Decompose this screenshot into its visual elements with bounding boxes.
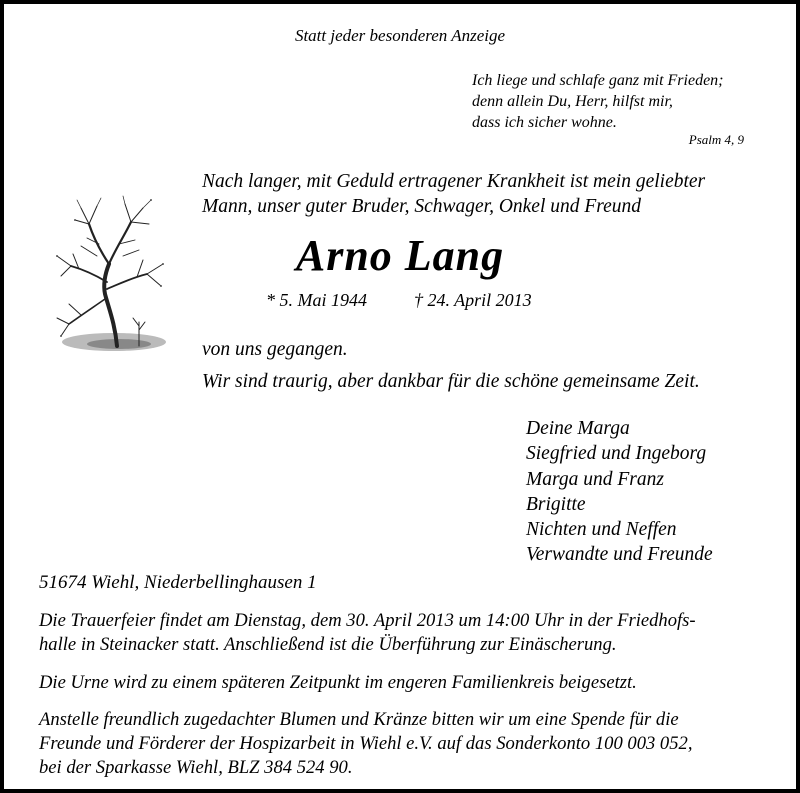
psalm-quote: [472, 70, 724, 133]
psalm-line: denn allein Du, Herr, hilfst mir,: [472, 93, 673, 110]
death-date: † 24. April 2013: [414, 290, 532, 310]
mourner-name: Brigitte: [526, 493, 586, 515]
paragraph-line: Anstelle freundlich zugedachter Blumen und Kränze bitten wir um eine Spende für die: [39, 709, 679, 730]
paragraph-line: Die Urne wird zu einem späteren Zeitpunkt im engeren Familienkreis beigesetzt.: [39, 672, 637, 693]
psalm-reference: Psalm 4, 9: [688, 132, 744, 147]
funeral-service-paragraph: [39, 609, 696, 657]
paragraph-line: halle in Steinacker statt. Anschließend ist die Überführung zur Einäscherung.: [39, 634, 617, 655]
donation-paragraph: [39, 708, 692, 780]
mourner-name: Nichten und Neffen: [526, 519, 677, 541]
urn-paragraph: [39, 671, 637, 695]
mourner-name: Deine Marga: [526, 418, 630, 439]
mourner-name: Siegfried und Ingeborg: [526, 443, 707, 465]
mourner-name: Verwandte und Freunde: [526, 544, 713, 566]
grateful-text: Wir sind traurig, aber dankbar für die schöne gemeinsame Zeit.: [202, 371, 700, 392]
family-address: 51674 Wiehl, Niederbellinghausen 1: [39, 572, 317, 593]
psalm-line: Ich liege und schlafe ganz mit Frieden;: [472, 72, 724, 89]
paragraph-line: Die Trauerfeier findet am Dienstag, dem 30. April 2013 um 14:00 Uhr in der Friedhofs-: [39, 610, 696, 631]
passed-away-text: von uns gegangen.: [202, 339, 348, 360]
deceased-name: Arno Lang: [295, 231, 505, 280]
mourner-name: Marga und Franz: [526, 468, 664, 490]
psalm-line: dass ich sicher wohne.: [472, 114, 617, 131]
birth-date: * 5. Mai 1944: [266, 290, 367, 310]
intro-line: Mann, unser guter Bruder, Schwager, Onkel und Freund: [202, 196, 642, 217]
intro-line: Nach langer, mit Geduld ertragener Krankheit ist mein geliebter: [202, 171, 706, 192]
paragraph-line: Freunde und Förderer der Hospizarbeit in Wiehl e.V. auf das Sonderkonto 100 003 052,: [39, 733, 693, 754]
header-line: Statt jeder besonderen Anzeige: [294, 26, 506, 45]
mourners-list: [526, 416, 713, 568]
intro-text: [202, 169, 705, 219]
paragraph-line: bei der Sparkasse Wiehl, BLZ 384 524 90.: [39, 757, 353, 778]
